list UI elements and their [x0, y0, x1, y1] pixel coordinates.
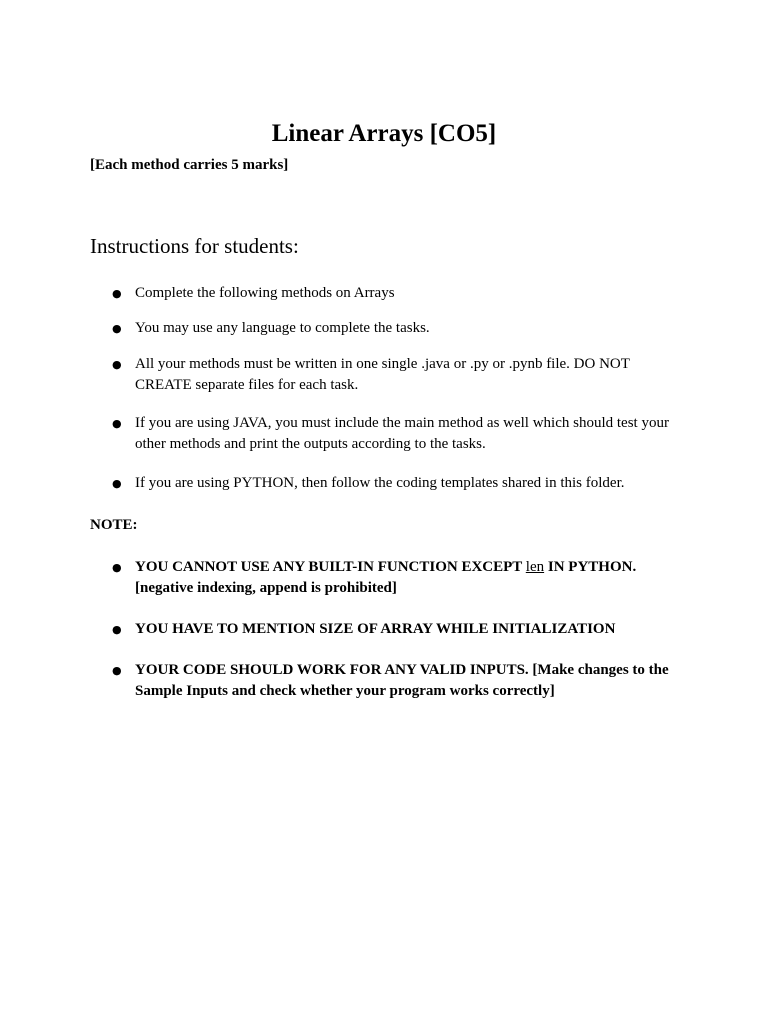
document-title: Linear Arrays [CO5]	[271, 120, 497, 147]
instruction-text: You may use any language to complete the tasks.	[135, 320, 430, 336]
note-text-underlined: len	[525, 559, 545, 575]
list-item	[90, 283, 670, 304]
bullet-icon: ●	[112, 623, 122, 636]
note-text-suffix: IN PYTHON. [negative indexing, append is prohibited]	[135, 559, 637, 596]
list-item	[90, 413, 670, 455]
list-item	[90, 354, 670, 396]
bullet-icon: ●	[112, 287, 122, 300]
note-text-prefix: YOU CANNOT USE ANY BUILT-IN FUNCTION EXCEPT	[135, 559, 526, 575]
notes-list	[90, 557, 670, 702]
instruction-text: If you are using PYTHON, then follow the coding templates shared in this folder.	[135, 475, 625, 491]
bullet-icon: ●	[112, 358, 122, 371]
list-item	[90, 660, 670, 702]
bullet-icon: ●	[112, 322, 122, 335]
instructions-list	[90, 283, 670, 494]
bullet-icon: ●	[112, 417, 122, 430]
marks-note: [Each method carries 5 marks]	[90, 157, 289, 173]
note-text: YOUR CODE SHOULD WORK FOR ANY VALID INPUTS. [Make changes to the Sample Inputs and check whether your program works correctly]	[135, 662, 669, 699]
bullet-icon: ●	[112, 561, 122, 574]
list-item	[90, 619, 670, 640]
list-item	[90, 318, 670, 339]
instruction-text: All your methods must be written in one single .java or .py or .pynb file. DO NOT CREATE separate files for each task.	[135, 356, 630, 393]
instruction-text: If you are using JAVA, you must include the main method as well which should test your other methods and print the outputs according to the tasks.	[135, 415, 669, 452]
list-item	[90, 557, 670, 599]
note-text: YOU HAVE TO MENTION SIZE OF ARRAY WHILE INITIALIZATION	[135, 621, 616, 637]
bullet-icon: ●	[112, 664, 122, 677]
instructions-heading: Instructions for students:	[90, 234, 299, 258]
list-item	[90, 473, 670, 494]
bullet-icon: ●	[112, 477, 122, 490]
note-label: NOTE:	[90, 517, 138, 533]
instruction-text: Complete the following methods on Arrays	[135, 285, 395, 301]
